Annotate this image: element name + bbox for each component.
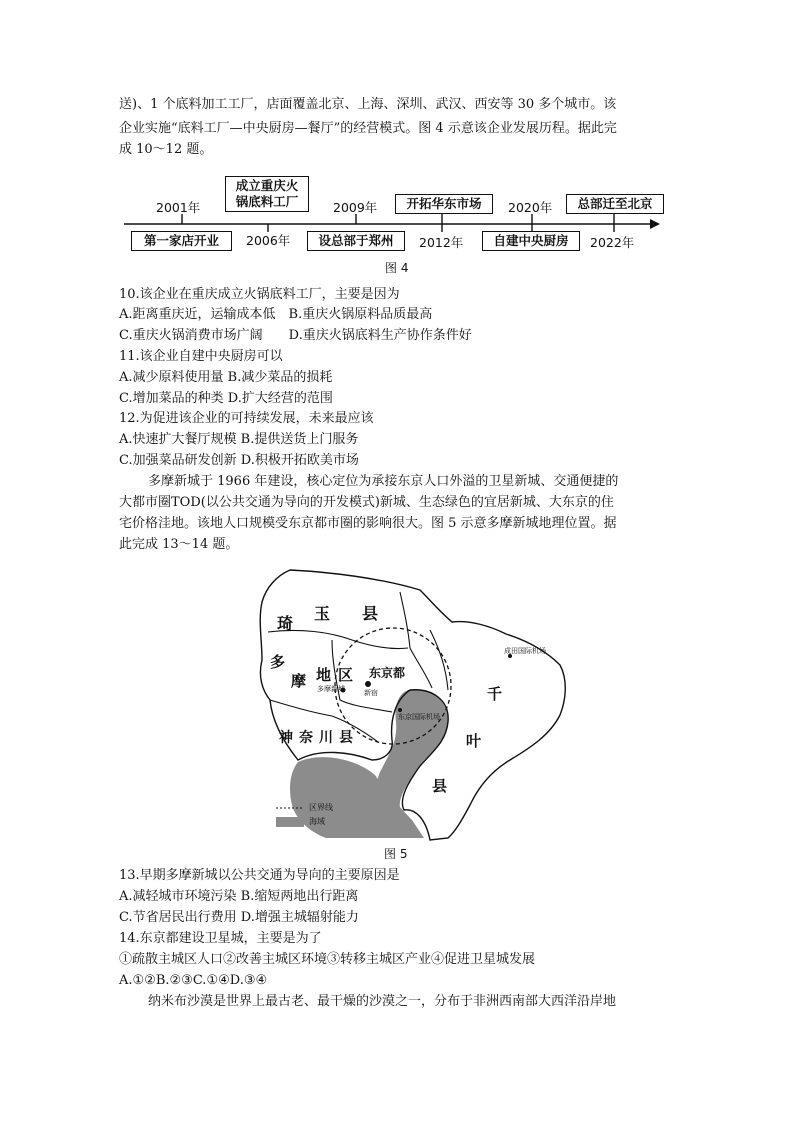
- timeline-year-2020: 2020年: [508, 200, 553, 215]
- timeline-event-first-store: 第一家店开业: [131, 231, 232, 251]
- legend-sea-label: 海域: [309, 817, 325, 826]
- map-label-kanagawa: 神奈川县: [279, 730, 359, 746]
- q13-options-cd: C.节省居民出行费用 D.增强主城辐射能力: [119, 910, 359, 925]
- timeline-year-2001: 2001年: [156, 200, 201, 215]
- map-label-yu: 玉: [314, 604, 331, 623]
- map-label-tama-newtown: 多摩新城: [317, 685, 345, 693]
- timeline-event-chongqing-factory-line1: 成立重庆火: [235, 178, 299, 193]
- timeline-year-2012: 2012年: [419, 235, 464, 250]
- map-label-qian: 千: [487, 685, 503, 703]
- intro-line-3: 成 10～12 题。: [119, 142, 213, 157]
- shinjuku-point: [365, 681, 371, 687]
- map-label-duo: 多: [270, 653, 286, 671]
- timeline-event-central-kitchen: 自建中央厨房: [482, 231, 580, 251]
- timeline-event-zhengzhou-hq: 设总部于郑州: [307, 231, 405, 251]
- q10-stem: 10.该企业在重庆成立火锅底料工厂，主要是因为: [119, 287, 400, 302]
- q12-options-ab: A.快速扩大餐厅规模 B.提供送货上门服务: [119, 432, 359, 447]
- map-label-xian-saitama: 县: [362, 604, 379, 623]
- q10-options-ab: A.距离重庆近，运输成本低 B.重庆火锅原料品质最高: [119, 307, 433, 322]
- q10-options-cd: C.重庆火锅消费市场广阔 D.重庆火锅底料生产协作条件好: [119, 328, 472, 343]
- timeline-event-chongqing-factory-line2: 锅底料工厂: [235, 194, 299, 209]
- map-label-mo: 摩: [291, 672, 307, 690]
- map-label-shinjuku: 新宿: [364, 689, 378, 697]
- figure-4-caption: 图 4: [385, 261, 409, 275]
- map-label-haneda: 东京国际机场: [398, 713, 440, 721]
- q12-options-cd: C.加强菜品研发创新 D.积极开拓欧美市场: [119, 453, 359, 468]
- intro-line-1: 送)、1 个底料加工工厂，店面覆盖北京、上海、深圳、武汉、西安等 30 多个城市。该: [119, 97, 617, 112]
- map-label-ye: 叶: [466, 732, 482, 750]
- q14-options: A.①②B.②③C.①④D.③④: [119, 973, 268, 988]
- timeline-year-2009: 2009年: [333, 200, 378, 215]
- q14-items: ①疏散主城区人口②改善主城区环境③转移主城区产业④促进卫星城发展: [119, 952, 536, 967]
- passage2-line-3: 宅价格洼地。该地人口规模受东京都市圈的影响很大。图 5 示意多摩新城地理位置。据: [119, 516, 617, 531]
- q13-stem: 13.早期多摩新城以公共交通为导向的主要原因是: [119, 868, 400, 883]
- q14-stem: 14.东京都建设卫星城，主要是为了: [119, 931, 322, 946]
- passage3-line-1: 纳米布沙漠是世界上最古老、最干燥的沙漠之一，分布于非洲西南部大西洋沿岸地: [148, 994, 617, 1009]
- q13-options-ab: A.减轻城市环境污染 B.缩短两地出行距离: [119, 889, 359, 904]
- passage2-line-2: 大都市圈TOD(以公共交通为导向的开发模式)新城、生态绿色的宜居新城、大东京的住: [119, 495, 614, 510]
- q11-options-ab: A.减少原料使用量 B.减少菜品的损耗: [119, 370, 333, 385]
- legend-boundary-label: 区界线: [309, 803, 333, 812]
- map-label-qi: 琦: [277, 614, 294, 633]
- timeline-event-east-china: 开拓华东市场: [395, 194, 493, 214]
- map-label-qu: 区: [338, 666, 354, 684]
- map-label-di: 地: [316, 666, 332, 684]
- q12-stem: 12.为促进该企业的可持续发展，未来最应该: [119, 411, 374, 426]
- map-label-narita: 成田国际机场: [504, 647, 546, 655]
- intro-line-2: 企业实施“底料工厂—中央厨房—餐厅”的经营模式。图 4 示意该企业发展历程。据此完: [119, 121, 617, 136]
- map-label-tokyo: 东京都: [369, 666, 406, 680]
- passage2-line-1: 多摩新城于 1966 年建设，核心定位为承接东京人口外溢的卫星新城、交通便捷的: [148, 474, 619, 489]
- timeline-year-2022: 2022年: [590, 235, 635, 250]
- passage2-line-4: 此完成 13～14 题。: [119, 537, 239, 552]
- q11-stem: 11.该企业自建中央厨房可以: [119, 349, 283, 364]
- legend-sea-swatch: [276, 817, 304, 827]
- timeline-year-2006: 2006年: [246, 233, 291, 248]
- q11-options-cd: C.增加菜品的种类 D.扩大经营的范围: [119, 391, 333, 406]
- map-label-xian-chiba: 县: [432, 777, 448, 795]
- timeline-event-beijing-hq: 总部迁至北京: [566, 194, 664, 214]
- figure-5-caption: 图 5: [384, 847, 408, 861]
